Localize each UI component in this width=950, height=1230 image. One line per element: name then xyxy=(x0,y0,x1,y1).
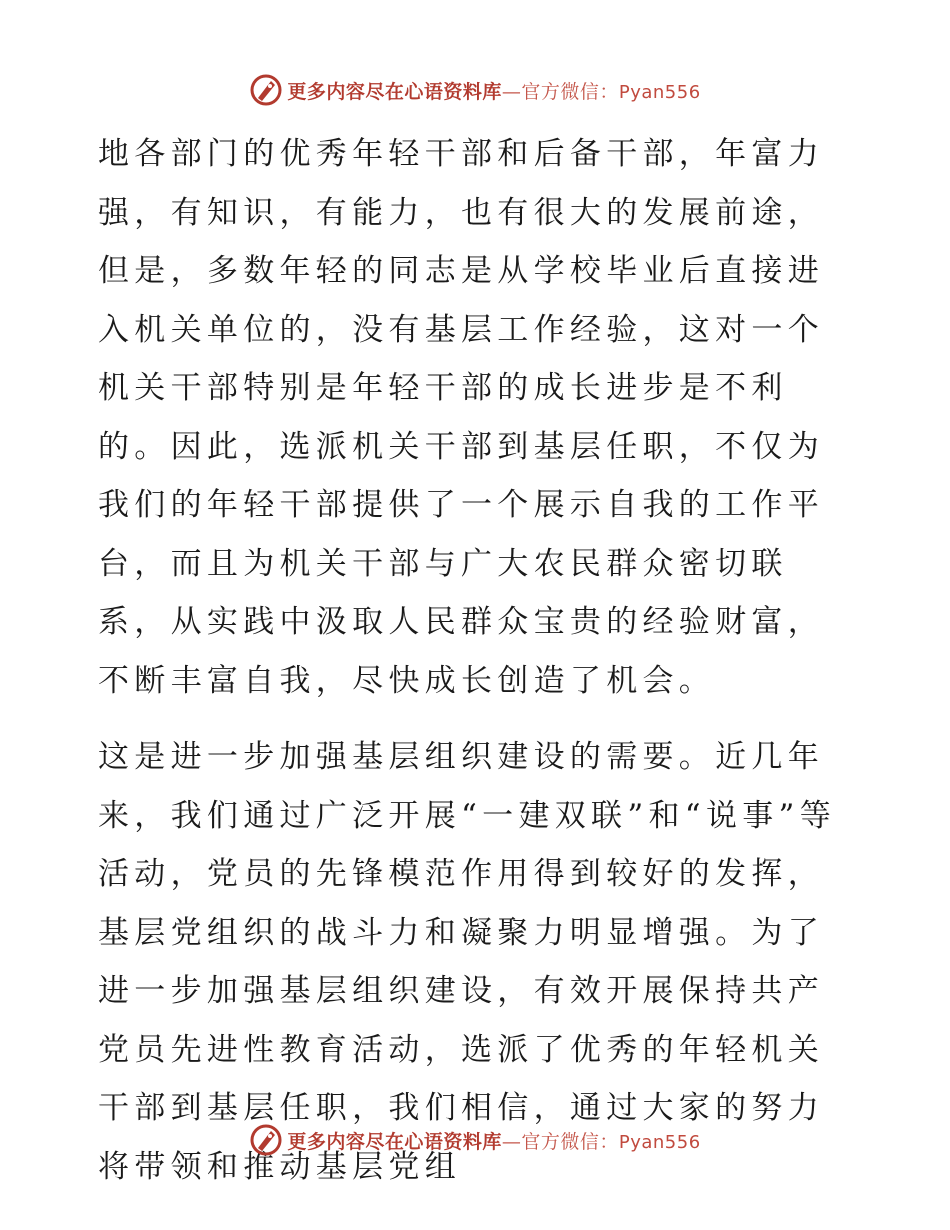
footer-banner xyxy=(0,1120,950,1160)
footer-library-text: 更多内容尽在心语资料库 xyxy=(287,1130,502,1153)
header-wechat-id: Pyan556 xyxy=(618,81,701,103)
header-banner xyxy=(0,70,950,110)
paragraph-1: 地各部门的优秀年轻干部和后备干部，年富力强，有知识，有能力，也有很大的发展前途，但是，多数年轻的同志是从学校毕业后直接进入机关单位的，没有基层工作经验，这对一个机关干部特别是年轻干部的成长进步是不利的。因此，选派机关干部到基层任职，不仅为我们的年轻干部提供了一个展示自我的工作平台，而且为机关干部与广大农民群众密切联系，从实践中汲取人民群众宝贵的经验财富，不断丰富自我，尽快成长创造了机会。 xyxy=(98,136,824,699)
pen-nib-logo-icon xyxy=(249,1123,283,1157)
footer-banner-text xyxy=(287,1127,700,1154)
pen-nib-logo-icon xyxy=(249,73,283,107)
header-banner-text xyxy=(287,77,700,104)
footer-dash: — xyxy=(501,1130,522,1153)
footer-wechat-label: 官方微信： xyxy=(521,1130,619,1153)
paragraph-2: 这是进一步加强基层组织建设的需要。近几年来，我们通过广泛开展“一建双联”和“说事”等活动，党员的先锋模范作用得到较好的发挥，基层党组织的战斗力和凝聚力明显增强。为了进一步加强基层组织建设，有效开展保持共产党员先进性教育活动，选派了优秀的年轻机关干部到基层任职，我们相信，通过大家的努力将带领和推动基层党组 xyxy=(98,739,836,1185)
header-library-text: 更多内容尽在心语资料库 xyxy=(287,80,502,103)
footer-wechat-id: Pyan556 xyxy=(618,1131,701,1153)
document-body xyxy=(98,125,858,1196)
header-wechat-label: 官方微信： xyxy=(521,80,619,103)
header-dash: — xyxy=(501,80,522,103)
